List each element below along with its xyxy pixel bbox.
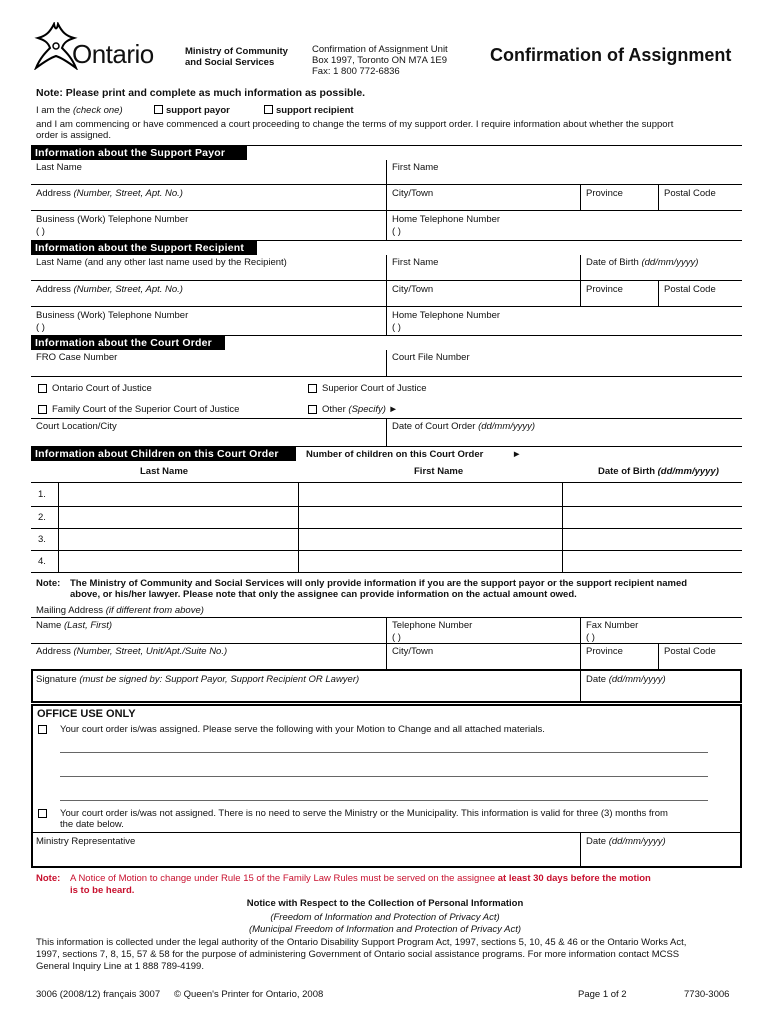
signature-date-label: Date (dd/mm/yyyy) [586, 674, 666, 685]
privacy-act-2: (Municipal Freedom of Information and Protection of Privacy Act) [248, 924, 522, 935]
payor-section-heading: Information about the Support Payor [31, 146, 247, 160]
children-count-arrow-icon: ► [512, 449, 522, 460]
children-col-dob: Date of Birth (dd/mm/yyyy) [598, 466, 719, 477]
fro-case-label: FRO Case Number [36, 352, 118, 363]
payor-address-label: Address (Number, Street, Apt. No.) [36, 188, 183, 199]
office-date-label: Date (dd/mm/yyyy) [586, 836, 666, 847]
not-assigned-line1: Your court order is/was not assigned. There is no need to serve the Ministry or the Municipality. This information is valid for three (3) months from [60, 808, 668, 819]
mailing-tel-label: Telephone Number [392, 620, 473, 631]
assigned-checkbox[interactable] [38, 725, 47, 734]
recipient-section-heading: Information about the Support Recipient [31, 241, 257, 255]
unit-address: Confirmation of Assignment Unit Box 1997, Toronto ON M7A 1E9 Fax: 1 800 772-6836 [312, 44, 448, 77]
court-file-label: Court File Number [392, 352, 470, 363]
recipient-business-tel-label: Business (Work) Telephone Number [36, 310, 189, 321]
payor-home-tel-area[interactable]: ( ) [392, 226, 401, 237]
mailing-tel-area[interactable]: ( ) [392, 632, 401, 643]
assigned-label: Your court order is/was assigned. Please serve the following with your Motion to Change and all attached materials. [60, 724, 545, 735]
mailing-province-label: Province [586, 646, 623, 657]
footer-copyright: © Queen's Printer for Ontario, 2008 [174, 989, 324, 1000]
recipient-province-label: Province [586, 284, 623, 295]
red-note-text2: is to be heard. [70, 885, 135, 896]
superior-court-label: Superior Court of Justice [322, 383, 427, 394]
office-line-3[interactable] [60, 800, 708, 801]
privacy-heading: Notice with Respect to the Collection of Personal Information [246, 898, 524, 909]
recipient-city-label: City/Town [392, 284, 434, 295]
not-assigned-checkbox[interactable] [38, 809, 47, 818]
family-court-label: Family Court of the Superior Court of Justice [52, 404, 240, 415]
child-row-3: 3. [38, 534, 46, 545]
recipient-postal-label: Postal Code [664, 284, 716, 295]
signature-label: Signature (must be signed by: Support Payor, Support Recipient OR Lawyer) [36, 674, 360, 685]
footer-code: 7730-3006 [684, 989, 730, 1000]
payor-business-tel-label: Business (Work) Telephone Number [36, 214, 189, 225]
intro-text-line1: and I am commencing or have commenced a court proceeding to change the terms of my support order. I require information about whether the support [36, 119, 674, 130]
mailing-city-label: City/Town [392, 646, 434, 657]
recipient-address-label: Address (Number, Street, Apt. No.) [36, 284, 183, 295]
payor-city-label: City/Town [392, 188, 434, 199]
payor-first-name-label: First Name [392, 162, 439, 173]
support-recipient-label: support recipient [276, 105, 354, 116]
support-recipient-checkbox[interactable] [264, 105, 273, 114]
recipient-home-tel-label: Home Telephone Number [392, 310, 501, 321]
intro-note: Note: Please print and complete as much information as possible. [36, 87, 366, 99]
recipient-last-name-label: Last Name (and any other last name used by the Recipient) [36, 257, 287, 268]
footer-page-number: Page 1 of 2 [578, 989, 627, 1000]
not-assigned-line2: the date below. [60, 819, 124, 830]
children-count-label: Number of children on this Court Order [306, 449, 484, 460]
children-section-heading: Information about Children on this Court Order [31, 447, 296, 461]
ontario-court-checkbox[interactable] [38, 384, 47, 393]
child-row-1: 1. [38, 489, 46, 500]
superior-court-checkbox[interactable] [308, 384, 317, 393]
support-payor-checkbox[interactable] [154, 105, 163, 114]
ontario-court-label: Ontario Court of Justice [52, 383, 152, 394]
payor-business-tel-area[interactable]: ( ) [36, 226, 45, 237]
payor-last-name-label: Last Name [36, 162, 82, 173]
privacy-text-2: 1997, sections 7, 8, 15, 57 & 58 for the purpose of administering Government of Ontario social assistance programs. For more information contact MCSS [36, 949, 680, 960]
mailing-heading: Mailing Address (if different from above) [36, 605, 204, 616]
red-note-label: Note: [36, 873, 61, 884]
ministry-name: Ministry of Community and Social Services [185, 46, 288, 68]
child-row-4: 4. [38, 556, 46, 567]
office-line-2[interactable] [60, 776, 708, 777]
i-am-label: I am the (check one) [36, 105, 123, 116]
mailing-name-label: Name (Last, First) [36, 620, 113, 631]
payor-postal-label: Postal Code [664, 188, 716, 199]
privacy-text-3: General Inquiry Line at 1 888 789-4199. [36, 961, 204, 972]
ontario-wordmark: Ontario [72, 39, 154, 69]
footer-form-number: 3006 (2008/12) français 3007 [36, 989, 161, 1000]
privacy-text-1: This information is collected under the legal authority of the Ontario Disability Support Program Act, 1997, sections 5, 10, 45 & 46 or the Ontario Works Act, [36, 937, 687, 948]
mailing-fax-label: Fax Number [586, 620, 639, 631]
payor-home-tel-label: Home Telephone Number [392, 214, 501, 225]
ministry-rep-label: Ministry Representative [36, 836, 136, 847]
mailing-address-label: Address (Number, Street, Unit/Apt./Suite No.) [36, 646, 228, 657]
mailing-fax-area[interactable]: ( ) [586, 632, 595, 643]
support-payor-label: support payor [166, 105, 230, 116]
intro-text-line2: order is assigned. [36, 130, 111, 141]
recipient-dob-label: Date of Birth (dd/mm/yyyy) [586, 257, 699, 268]
red-note-text: A Notice of Motion to change under Rule 15 of the Family Law Rules must be served on the assignee at least 30 days before the motion [70, 873, 651, 884]
child-row-2: 2. [38, 512, 46, 523]
form-title: Confirmation of Assignment [490, 45, 732, 65]
office-line-1[interactable] [60, 752, 708, 753]
mailing-postal-label: Postal Code [664, 646, 716, 657]
children-col-first: First Name [414, 466, 464, 477]
court-date-label: Date of Court Order (dd/mm/yyyy) [392, 421, 536, 432]
payor-province-label: Province [586, 188, 623, 199]
office-use-heading: OFFICE USE ONLY [37, 708, 136, 720]
other-court-checkbox[interactable] [308, 405, 317, 414]
court-section-heading: Information about the Court Order [31, 336, 225, 350]
court-location-label: Court Location/City [36, 421, 117, 432]
note2-line2: above, or his/her lawyer. Please note that only the assignee can provide information on the actual amount owed. [70, 589, 577, 600]
recipient-business-tel-area[interactable]: ( ) [36, 322, 45, 333]
recipient-first-name-label: First Name [392, 257, 439, 268]
recipient-home-tel-area[interactable]: ( ) [392, 322, 401, 333]
note2-label: Note: [36, 578, 61, 589]
note2-line1: The Ministry of Community and Social Services will only provide information if you are the support payor or the support recipient named [70, 578, 688, 589]
other-court-label: Other (Specify) ► [322, 404, 398, 415]
children-col-last: Last Name [140, 466, 189, 477]
family-court-checkbox[interactable] [38, 405, 47, 414]
privacy-act-1: (Freedom of Information and Protection of Privacy Act) [270, 912, 500, 923]
